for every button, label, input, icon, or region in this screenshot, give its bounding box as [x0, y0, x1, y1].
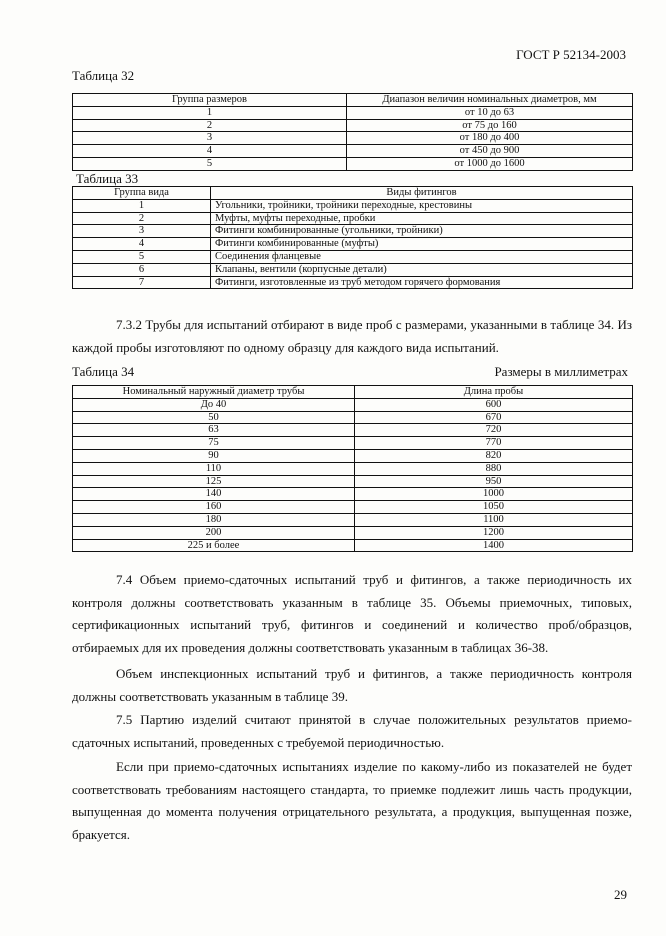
table-row — [73, 449, 633, 462]
table-cell: 50 — [73, 411, 355, 424]
table-cell: 3 — [73, 225, 211, 238]
paragraph-7-3-2-text: 7.3.2 Трубы для испытаний отбирают в виде проб с размерами, указанными в таблице 34. Из каждой пробы изготовляют по одному образцу для каждого вида испытаний. — [72, 317, 632, 355]
table32-header-group: Группа размеров — [73, 94, 347, 107]
table-cell: 880 — [355, 462, 633, 475]
table-cell: 820 — [355, 449, 633, 462]
table-cell: 140 — [73, 488, 355, 501]
table-cell: 125 — [73, 475, 355, 488]
table-cell: 1050 — [355, 501, 633, 514]
paragraph-7-4 — [72, 569, 632, 659]
table-row — [73, 475, 633, 488]
table-cell: 720 — [355, 424, 633, 437]
table-cell: 200 — [73, 526, 355, 539]
paragraph-inspection — [72, 663, 632, 708]
table-cell: 75 — [73, 437, 355, 450]
table-cell: 1100 — [355, 513, 633, 526]
table32-header-range: Диапазон величин номинальных диаметров, мм — [347, 94, 633, 107]
table-cell: 770 — [355, 437, 633, 450]
table34 — [72, 385, 633, 552]
table33-caption: Таблица 33 — [76, 171, 139, 186]
paragraph-7-5 — [72, 709, 632, 754]
table-row — [73, 398, 633, 411]
table33-header-group: Группа вида — [73, 187, 211, 200]
table-cell: До 40 — [73, 398, 355, 411]
table-cell: 4 — [73, 238, 211, 251]
table-cell: Клапаны, вентили (корпусные детали) — [211, 263, 633, 276]
table-cell: Угольники, тройники, тройники переходные, крестовины — [211, 199, 633, 212]
table-cell: 1400 — [355, 539, 633, 552]
table-cell: 5 — [73, 157, 347, 170]
document-header-code: ГОСТ Р 52134-2003 — [516, 47, 626, 62]
table-cell: Фитинги комбинированные (угольники, тройники) — [211, 225, 633, 238]
table-cell: 950 — [355, 475, 633, 488]
table-row — [73, 212, 633, 225]
table34-units-note: Размеры в миллиметрах — [494, 364, 628, 379]
table34-header-row — [73, 386, 633, 399]
table-cell: 2 — [73, 212, 211, 225]
table-cell: от 1000 до 1600 — [347, 157, 633, 170]
table34-header-diameter: Номинальный наружный диаметр трубы — [73, 386, 355, 399]
table-row — [73, 411, 633, 424]
table-row — [73, 238, 633, 251]
table-cell: 160 — [73, 501, 355, 514]
table-cell: Фитинги комбинированные (муфты) — [211, 238, 633, 251]
table-cell: от 450 до 900 — [347, 145, 633, 158]
table-cell: 1 — [73, 106, 347, 119]
table-cell: 1 — [73, 199, 211, 212]
table-row — [73, 501, 633, 514]
table-row — [73, 539, 633, 552]
table-cell: 1000 — [355, 488, 633, 501]
paragraph-rejection-text: Если при приемо-сдаточных испытаниях изделие по какому-либо из показателей не будет соответствовать требованиям настоящего стандарта, то приемке подлежит лишь часть продукции, выпущенная до момента получения отрицательного результата, а продукция, выпущенная позже, бракуется. — [72, 759, 632, 842]
table-cell: Фитинги, изготовленные из труб методом горячего формования — [211, 276, 633, 289]
table-cell: 110 — [73, 462, 355, 475]
paragraph-7-5-text: 7.5 Партию изделий считают принятой в случае положительных результатов приемо-сдаточных испытаний, проведенных с требуемой периодичностью. — [72, 712, 632, 750]
table-cell: от 180 до 400 — [347, 132, 633, 145]
table-cell: от 10 до 63 — [347, 106, 633, 119]
table-row — [73, 424, 633, 437]
table-row — [73, 437, 633, 450]
table-cell: 3 — [73, 132, 347, 145]
paragraph-7-4-text: 7.4 Объем приемо-сдаточных испытаний труб и фитингов, а также периодичность их контроля должны соответствовать указанным в таблице 35. Объемы приемочных, типовых, сертификационных испытаний труб, фитингов и соединений и количество проб/образцов, отбираемых для их проведения должны соответствовать указанным в таблицах 36-38. — [72, 572, 632, 655]
table-cell: 7 — [73, 276, 211, 289]
table32 — [72, 93, 633, 171]
table-cell: 670 — [355, 411, 633, 424]
table-cell: 180 — [73, 513, 355, 526]
table-row — [73, 488, 633, 501]
table33-header-kinds: Виды фитингов — [211, 187, 633, 200]
table-row — [73, 225, 633, 238]
table-row — [73, 157, 633, 170]
table-cell: 90 — [73, 449, 355, 462]
table-cell: Соединения фланцевые — [211, 250, 633, 263]
table-row — [73, 462, 633, 475]
table-row — [73, 132, 633, 145]
table-cell: 4 — [73, 145, 347, 158]
table-cell: 5 — [73, 250, 211, 263]
table-cell: 63 — [73, 424, 355, 437]
table-row — [73, 106, 633, 119]
table33 — [72, 186, 633, 289]
table-row — [73, 199, 633, 212]
table32-header-row — [73, 94, 633, 107]
table-cell: 6 — [73, 263, 211, 276]
paragraph-inspection-text: Объем инспекционных испытаний труб и фитингов, а также периодичность контроля должны соответствовать указанным в таблице 39. — [72, 666, 632, 704]
table34-header-length: Длина пробы — [355, 386, 633, 399]
table-cell: 600 — [355, 398, 633, 411]
table34-caption: Таблица 34 — [72, 364, 135, 379]
table-cell: 225 и более — [73, 539, 355, 552]
table-row — [73, 119, 633, 132]
paragraph-7-3-2 — [72, 314, 632, 359]
table-row — [73, 263, 633, 276]
table32-caption: Таблица 32 — [72, 68, 135, 83]
paragraph-rejection — [72, 756, 632, 846]
page-number: 29 — [614, 887, 627, 902]
table-cell: от 75 до 160 — [347, 119, 633, 132]
table-cell: Муфты, муфты переходные, пробки — [211, 212, 633, 225]
table-row — [73, 250, 633, 263]
table-cell: 2 — [73, 119, 347, 132]
table-cell: 1200 — [355, 526, 633, 539]
table-row — [73, 513, 633, 526]
table-row — [73, 526, 633, 539]
table-row — [73, 145, 633, 158]
table33-header-row — [73, 187, 633, 200]
table-row — [73, 276, 633, 289]
